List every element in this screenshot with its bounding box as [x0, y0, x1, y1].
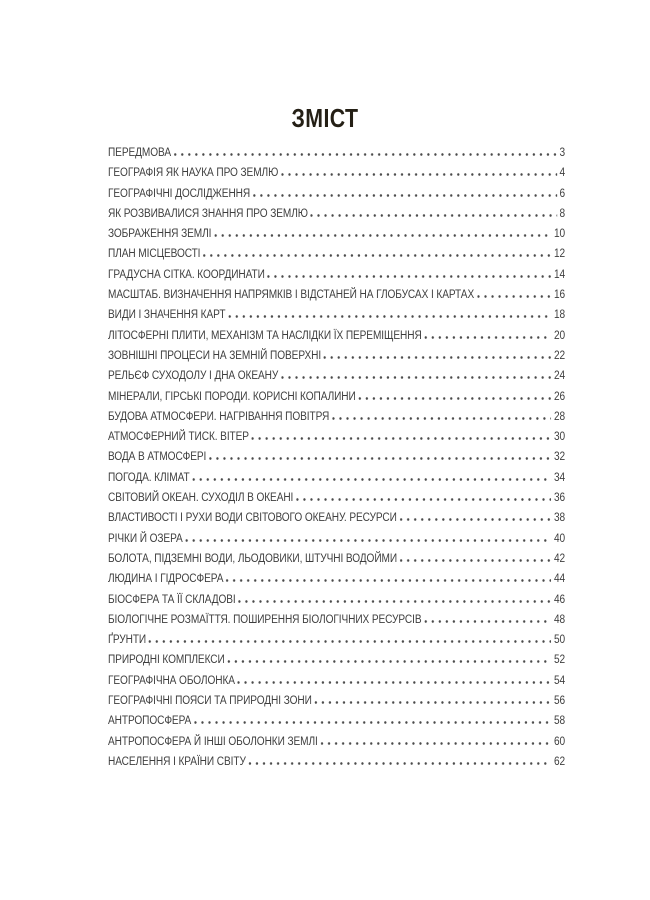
toc-entry-page: 56 — [554, 695, 566, 708]
toc-entry-page: 50 — [554, 634, 566, 647]
toc-entry-label: ЛЮДИНА І ГІДРОСФЕРА — [108, 573, 224, 586]
toc-entry — [108, 350, 565, 370]
toc-entry — [108, 675, 565, 695]
dot-leader-icon — [253, 194, 557, 197]
dot-leader-icon — [399, 518, 551, 521]
dot-leader-icon — [332, 417, 552, 420]
toc-entry-label: АТМОСФЕРНИЙ ТИСК. ВІТЕР — [108, 431, 249, 444]
toc-entry-label: АНТРОПОСФЕРА Й ІНШІ ОБОЛОНКИ ЗЕМЛІ — [108, 735, 318, 748]
toc-entry — [108, 330, 565, 350]
dot-leader-icon — [203, 254, 551, 257]
toc-entry-label: МІНЕРАЛИ, ГІРСЬКІ ПОРОДИ. КОРИСНІ КОПАЛИНИ — [108, 390, 356, 403]
toc-entry-label: ПРИРОДНІ КОМПЛЕКСИ — [108, 654, 225, 667]
toc-entry — [108, 188, 565, 208]
toc-entry-page: 54 — [554, 674, 566, 687]
dot-leader-icon — [228, 315, 551, 318]
toc-entry — [108, 715, 565, 735]
dot-leader-icon — [424, 620, 551, 623]
toc-entry — [108, 756, 565, 776]
toc-entry-label: ГЕОГРАФІЧНІ ДОСЛІДЖЕННЯ — [108, 187, 251, 200]
toc-entry-page: 22 — [554, 349, 566, 362]
toc-entry-page: 4 — [559, 167, 566, 180]
toc-entry-page: 32 — [554, 451, 566, 464]
toc-entry — [108, 573, 565, 593]
toc-entry-label: МАСШТАБ. ВИЗНАЧЕННЯ НАПРЯМКІВ І ВІДСТАНЕЙ НА ГЛОБУСАХ І КАРТАХ — [108, 289, 475, 302]
dot-leader-icon — [227, 660, 551, 663]
toc-entry — [108, 634, 565, 654]
dot-leader-icon — [400, 559, 552, 562]
toc-entry-label: БОЛОТА, ПІДЗЕМНІ ВОДИ, ЛЬОДОВИКИ, ШТУЧНІ ВОДОЙМИ — [108, 552, 398, 565]
dot-leader-icon — [214, 234, 551, 237]
dot-leader-icon — [238, 600, 551, 603]
toc-entry-label: ВОДА В АТМОСФЕРІ — [108, 451, 207, 464]
toc-entry-label: БІОСФЕРА ТА ЇЇ СКЛАДОВІ — [108, 593, 236, 606]
toc-entry — [108, 614, 565, 634]
toc-entry-page: 3 — [559, 147, 566, 159]
toc-entry — [108, 391, 565, 411]
toc-entry — [108, 512, 565, 532]
dot-leader-icon — [477, 295, 552, 298]
dot-leader-icon — [296, 498, 551, 501]
toc-entry-page: 8 — [559, 207, 566, 220]
toc-entry-label: ГЕОГРАФІЧНІ ПОЯСИ ТА ПРИРОДНІ ЗОНИ — [108, 695, 312, 708]
toc-entry — [108, 736, 565, 756]
toc-entry-page: 38 — [554, 512, 566, 525]
toc-entry-page: 16 — [554, 289, 566, 302]
toc-entry-page: 28 — [554, 410, 566, 423]
toc-entry — [108, 472, 565, 492]
table-of-contents — [108, 147, 565, 776]
toc-entry-page: 14 — [554, 268, 566, 281]
toc-entry — [108, 248, 565, 268]
dot-leader-icon — [252, 437, 552, 440]
toc-entry — [108, 370, 565, 390]
dot-leader-icon — [194, 721, 552, 724]
toc-entry-page: 52 — [554, 654, 566, 667]
dot-leader-icon — [192, 478, 551, 481]
toc-entry-page: 6 — [559, 187, 566, 200]
toc-entry — [108, 553, 565, 573]
toc-entry-page: 60 — [554, 735, 566, 748]
toc-entry — [108, 147, 565, 167]
toc-entry-label: ГРАДУСНА СІТКА. КООРДИНАТИ — [108, 268, 265, 281]
dot-leader-icon — [174, 153, 557, 156]
dot-leader-icon — [267, 275, 551, 278]
toc-entry — [108, 289, 565, 309]
toc-entry-label: ЗОВНІШНІ ПРОЦЕСИ НА ЗЕМНІЙ ПОВЕРХНІ — [108, 349, 322, 362]
dot-leader-icon — [238, 681, 552, 684]
toc-entry-page: 12 — [554, 248, 566, 261]
toc-entry — [108, 695, 565, 715]
toc-entry-label: СВІТОВИЙ ОКЕАН. СУХОДІЛ В ОКЕАНІ — [108, 492, 294, 505]
toc-entry-label: БІОЛОГІЧНЕ РОЗМАЇТТЯ. ПОШИРЕННЯ БІОЛОГІЧНИХ РЕСУРСІВ — [108, 613, 422, 626]
toc-entry-label: ҐРУНТИ — [108, 634, 147, 647]
toc-entry-page: 30 — [554, 431, 566, 444]
dot-leader-icon — [324, 356, 552, 359]
toc-entry — [108, 594, 565, 614]
toc-entry — [108, 431, 565, 451]
dot-leader-icon — [311, 214, 557, 217]
toc-entry-label: АНТРОПОСФЕРА — [108, 715, 192, 728]
toc-entry-label: ЛІТОСФЕРНІ ПЛИТИ, МЕХАНІЗМ ТА НАСЛІДКИ ЇХ ПЕРЕМІЩЕННЯ — [108, 329, 422, 342]
toc-entry-page: 18 — [554, 309, 566, 322]
toc-entry — [108, 411, 565, 431]
dot-leader-icon — [248, 762, 551, 765]
dot-leader-icon — [281, 376, 552, 379]
toc-entry-label: НАСЕЛЕННЯ І КРАЇНИ СВІТУ — [108, 755, 246, 768]
toc-entry-page: 26 — [554, 390, 566, 403]
page-title: ЗМІСТ — [291, 103, 359, 133]
toc-entry-label: ГЕОГРАФІЯ ЯК НАУКА ПРО ЗЕМЛЮ — [108, 167, 279, 180]
dot-leader-icon — [358, 397, 551, 400]
toc-entry-label: ЗОБРАЖЕННЯ ЗЕМЛІ — [108, 228, 212, 241]
toc-entry-page: 44 — [554, 573, 566, 586]
toc-entry-page: 48 — [554, 613, 566, 626]
toc-entry-label: ПОГОДА. КЛІМАТ — [108, 471, 190, 484]
toc-entry-label: ВИДИ І ЗНАЧЕННЯ КАРТ — [108, 309, 226, 322]
toc-entry-label: ПЕРЕДМОВА — [108, 147, 171, 159]
toc-entry-label: РЕЛЬЄФ СУХОДОЛУ І ДНА ОКЕАНУ — [108, 370, 279, 383]
toc-entry-page: 46 — [554, 593, 566, 606]
dot-leader-icon — [424, 336, 551, 339]
toc-entry — [108, 654, 565, 674]
toc-entry-page: 58 — [554, 715, 566, 728]
toc-entry-page: 24 — [554, 370, 566, 383]
toc-entry-label: ЯК РОЗВИВАЛИСЯ ЗНАННЯ ПРО ЗЕМЛЮ — [108, 207, 308, 220]
dot-leader-icon — [149, 640, 552, 643]
toc-entry — [108, 309, 565, 329]
dot-leader-icon — [209, 457, 551, 460]
toc-entry-page: 62 — [554, 755, 566, 768]
toc-entry-page: 10 — [554, 228, 566, 241]
toc-entry — [108, 533, 565, 553]
toc-entry-page: 36 — [554, 492, 566, 505]
dot-leader-icon — [314, 701, 551, 704]
toc-entry — [108, 228, 565, 248]
toc-entry-label: РІЧКИ Й ОЗЕРА — [108, 532, 183, 545]
toc-entry-page: 42 — [554, 552, 566, 565]
toc-entry — [108, 451, 565, 471]
dot-leader-icon — [185, 539, 551, 542]
toc-entry — [108, 269, 565, 289]
toc-entry — [108, 167, 565, 187]
toc-entry — [108, 208, 565, 228]
toc-entry — [108, 492, 565, 512]
dot-leader-icon — [281, 173, 557, 176]
toc-entry-page: 40 — [554, 532, 566, 545]
toc-entry-label: ПЛАН МІСЦЕВОСТІ — [108, 248, 201, 261]
toc-entry-page: 34 — [554, 471, 566, 484]
toc-entry-label: ГЕОГРАФІЧНА ОБОЛОНКА — [108, 674, 235, 687]
dot-leader-icon — [320, 742, 551, 745]
toc-entry-label: ВЛАСТИВОСТІ І РУХИ ВОДИ СВІТОВОГО ОКЕАНУ. РЕСУРСИ — [108, 512, 397, 525]
toc-entry-label: БУДОВА АТМОСФЕРИ. НАГРІВАННЯ ПОВІТРЯ — [108, 410, 330, 423]
dot-leader-icon — [226, 579, 551, 582]
toc-entry-page: 20 — [554, 329, 566, 342]
